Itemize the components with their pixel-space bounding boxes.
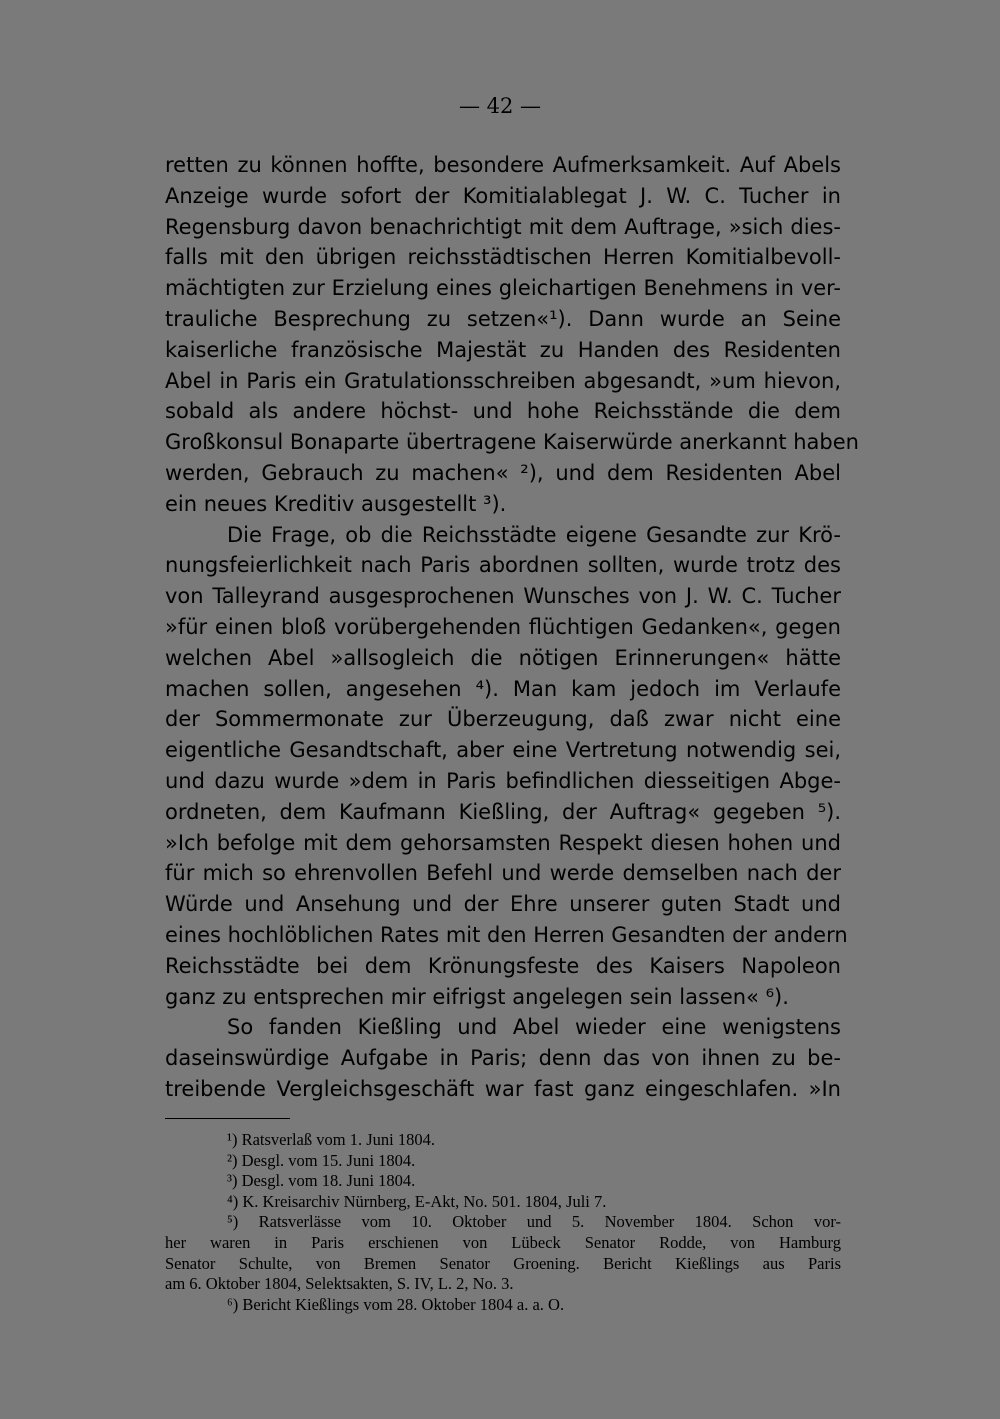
text-line: Großkonsul Bonaparte übertragene Kaiserwürde anerkannt haben [165, 430, 859, 455]
footnotes [165, 1130, 841, 1315]
text-line: falls mit den übrigen reichsstädtischen Herren Komitialbevoll- [165, 245, 841, 270]
text-line: So fanden Kießling und Abel wieder eine wenigstens [227, 1015, 841, 1040]
text-line: kaiserliche französische Majestät zu Handen des Residenten [165, 337, 841, 362]
footnote-line: ⁵) Ratsverlässe vom 10. Oktober und 5. November 1804. Schon vor- [227, 1212, 841, 1232]
text-line: trauliche Besprechung zu setzen«¹). Dann wurde an Seine [165, 306, 841, 331]
body-text [165, 150, 859, 1105]
footnote-line: ⁴) K. Kreisarchiv Nürnberg, E-Akt, No. 501. 1804, Juli 7. [227, 1191, 607, 1211]
text-line: nungsfeierlichkeit nach Paris abordnen sollten, wurde trotz des [165, 553, 841, 578]
text-line: und dazu wurde »dem in Paris befindlichen diesseitigen Abge- [165, 768, 841, 793]
text-line: ganz zu entsprechen mir eifrigst angelegen sein lassen« ⁶). [165, 984, 789, 1009]
text-line: der Sommermonate zur Überzeugung, daß zwar nicht eine [165, 707, 841, 732]
footnote-line: ⁶) Bericht Kießlings vom 28. Oktober 1804 a. a. O. [227, 1294, 565, 1314]
text-line: machen sollen, angesehen ⁴). Man kam jedoch im Verlaufe [165, 676, 841, 701]
text-line: werden, Gebrauch zu machen« ²), und dem Residenten Abel [165, 460, 841, 485]
text-line: daseinswürdige Aufgabe in Paris; denn das von ihnen zu be- [165, 1046, 841, 1071]
text-line: Anzeige wurde sofort der Komitialablegat J. W. C. Tucher in [165, 183, 841, 208]
footnote-line: her waren in Paris erschienen von Lübeck Senator Rodde, von Hamburg [165, 1232, 841, 1252]
footnote-separator [165, 1118, 290, 1119]
text-line: Abel in Paris ein Gratulationsschreiben abgesandt, »um hievon, [165, 368, 841, 393]
footnote-line: ²) Desgl. vom 15. Juni 1804. [227, 1150, 416, 1170]
footnote-line: ³) Desgl. vom 18. Juni 1804. [227, 1171, 416, 1191]
text-line: mächtigten zur Erzielung eines gleichartigen Benehmens in ver- [165, 276, 841, 301]
text-line: Reichsstädte bei dem Krönungsfeste des Kaisers Napoleon [165, 953, 841, 978]
text-line: von Talleyrand ausgesprochenen Wunsches von J. W. C. Tucher [165, 584, 841, 609]
text-line: »Ich befolge mit dem gehorsamsten Respekt diesen hohen und [165, 830, 841, 855]
footnote-line: ¹) Ratsverlaß vom 1. Juni 1804. [227, 1130, 435, 1149]
text-line: »für einen bloß vorübergehenden flüchtigen Gedanken«, gegen [165, 614, 841, 639]
footnote-line: am 6. Oktober 1804, Selektsakten, S. IV, L. 2, No. 3. [165, 1274, 514, 1294]
text-line: Regensburg davon benachrichtigt mit dem Auftrage, »sich dies- [165, 214, 841, 239]
text-line: ordneten, dem Kaufmann Kießling, der Auftrag« gegeben ⁵). [165, 799, 841, 824]
text-line: eines hochlöblichen Rates mit den Herren Gesandten der andern [165, 922, 848, 947]
page-number: — 42 — [458, 94, 542, 118]
footnote-line: Senator Schulte, von Bremen Senator Groening. Bericht Kießlings aus Paris [165, 1253, 841, 1273]
text-line: Würde und Ansehung und der Ehre unserer guten Stadt und [165, 892, 841, 917]
text-line: für mich so ehrenvollen Befehl und werde demselben nach der [165, 861, 841, 886]
text-line: welchen Abel »allsogleich die nötigen Erinnerungen« hätte [165, 645, 841, 670]
text-line: ein neues Kreditiv ausgestellt ³). [165, 491, 507, 516]
text-line: sobald als andere höchst- und hohe Reichsstände die dem [165, 399, 841, 424]
text-line: retten zu können hoffte, besondere Aufmerksamkeit. Auf Abels [165, 153, 841, 177]
text-line: eigentliche Gesandtschaft, aber eine Vertretung notwendig sei, [165, 738, 841, 763]
text-line: Die Frage, ob die Reichsstädte eigene Gesandte zur Krö- [227, 522, 841, 547]
text-line: treibende Vergleichsgeschäft war fast ganz eingeschlafen. »In [165, 1076, 841, 1101]
